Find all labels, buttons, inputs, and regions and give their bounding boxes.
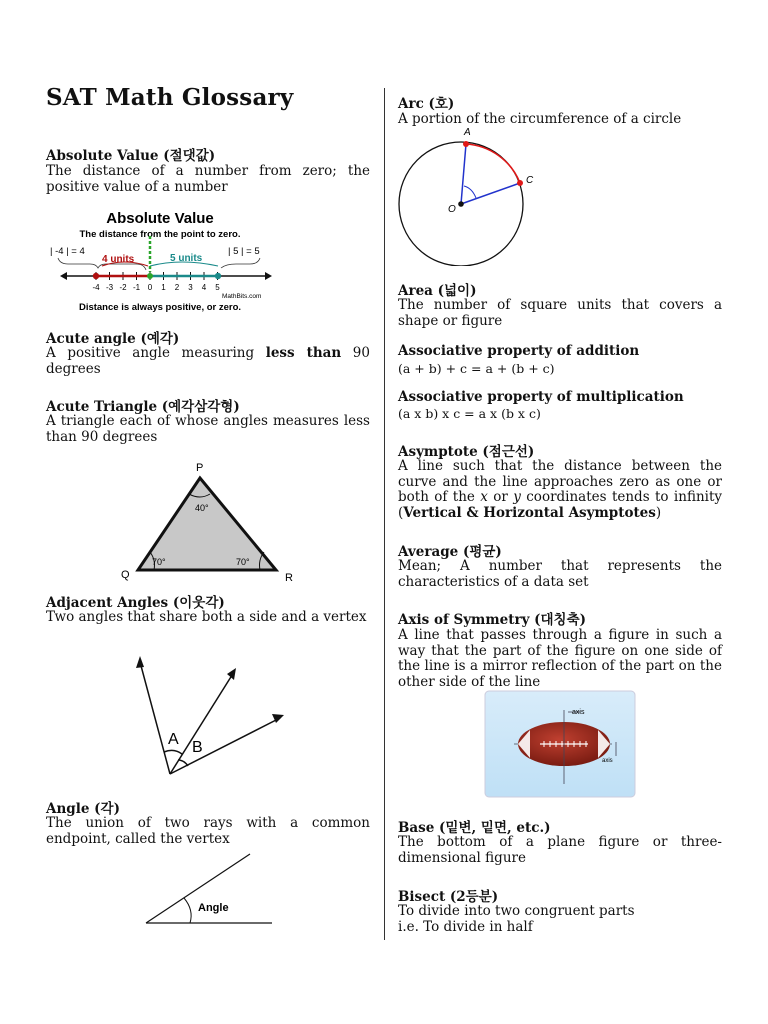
arc-a-label: A (464, 127, 471, 138)
term-assoc-add: Associative property of addition (398, 343, 640, 359)
absolute-value-figure (46, 206, 276, 312)
axis-right-label: axis (602, 758, 613, 764)
angle-a-label: A (168, 731, 179, 748)
arc-figure (396, 126, 544, 266)
angle-label: Angle (198, 902, 229, 914)
term-arc: Arc (호) (398, 96, 455, 112)
def-axis-of-symmetry: A line that passes through a figure in such a way that the part of the figure on one side of the line is a mirror reflection of the part on the other side of the line (398, 627, 722, 690)
axis-of-symmetry-figure (484, 690, 636, 798)
av-tick-label: 3 (188, 283, 193, 292)
term-adjacent-angles: Adjacent Angles (이웃각) (46, 595, 225, 611)
def-acute-angle: A positive angle measuring less than 90 degrees (46, 345, 370, 377)
term-acute-angle: Acute angle (예각) (46, 331, 180, 347)
def-assoc-add: (a + b) + c = a + (b + c) (398, 361, 555, 376)
av-credit: MathBits.com (222, 293, 262, 300)
term-absolute-value: Absolute Value (절댓값) (46, 148, 216, 164)
def-base: The bottom of a plane figure or three-dimensional figure (398, 834, 722, 866)
term-bisect: Bisect (2등분) (398, 889, 499, 905)
vertex-r-label: R (285, 572, 293, 584)
term-base: Base (밑변, 밑면, etc.) (398, 820, 551, 836)
vertex-p-label: P (196, 462, 204, 474)
arc-o-label: O (448, 204, 456, 215)
adjacent-angles-figure (130, 652, 290, 780)
av-subtitle: The distance from the point to zero. (79, 229, 241, 240)
column-divider (384, 88, 385, 940)
av-tick-label: 2 (174, 283, 180, 292)
def-area: The number of square units that covers a shape or figure (398, 297, 722, 329)
angle-p-label: 40° (195, 503, 209, 513)
def-bisect: To divide into two congruent parts i.e. To divide in half (398, 903, 635, 935)
axis-top-label: axis (572, 709, 585, 716)
def-average: Mean; A number that represents the characteristics of a data set (398, 558, 722, 590)
def-asymptote: A line such that the distance between the curve and the line approaches zero as one or both of the x or y coordinates tends to infinity (Vertical & Horizontal Asymptotes) (398, 458, 723, 521)
term-axis-of-symmetry: Axis of Symmetry (대칭축) (398, 612, 587, 628)
angle-b-label: B (192, 739, 203, 756)
def-assoc-mult: (a x b) x c = a x (b x c) (398, 406, 541, 421)
av-tick-label: 1 (161, 283, 166, 292)
term-area: Area (넓이) (398, 283, 477, 299)
arc-c-label: C (526, 175, 534, 186)
term-asymptote: Asymptote (점근선) (398, 444, 535, 460)
av-tick-label: 4 (201, 283, 207, 292)
def-acute-triangle: A triangle each of whose angles measures less than 90 degrees (46, 413, 370, 445)
av-left-units: 4 units (102, 254, 135, 265)
term-average: Average (평균) (398, 544, 502, 560)
av-tick-label: 5 (215, 283, 220, 292)
angle-q-label: 70° (152, 557, 166, 567)
acute-triangle-figure (116, 460, 302, 586)
av-tick-label: -1 (132, 283, 141, 292)
def-adjacent-angles: Two angles that share both a side and a vertex (46, 609, 367, 625)
av-caption: Distance is always positive, or zero. (78, 302, 242, 312)
av-right-units: 5 units (170, 253, 203, 264)
vertex-q-label: Q (121, 569, 130, 581)
av-tick-label: -4 (92, 283, 100, 292)
av-tick-label: 0 (147, 283, 153, 292)
av-tick-label: -3 (105, 283, 114, 292)
av-left-eq: | -4 | = 4 (50, 246, 85, 257)
av-tick-label: -2 (119, 283, 127, 292)
av-right-eq: | 5 | = 5 (228, 246, 260, 257)
angle-figure (140, 850, 280, 930)
def-angle: The union of two rays with a common endpoint, called the vertex (46, 815, 370, 847)
av-heading: Absolute Value (106, 210, 214, 227)
term-acute-triangle: Acute Triangle (예각삼각형) (46, 399, 240, 415)
def-absolute-value: The distance of a number from zero; the positive value of a number (46, 163, 370, 195)
angle-r-label: 70° (236, 557, 250, 567)
def-arc: A portion of the circumference of a circle (398, 111, 682, 127)
term-assoc-mult: Associative property of multiplication (398, 389, 684, 405)
term-angle: Angle (각) (46, 801, 120, 817)
page-title: SAT Math Glossary (46, 84, 294, 111)
